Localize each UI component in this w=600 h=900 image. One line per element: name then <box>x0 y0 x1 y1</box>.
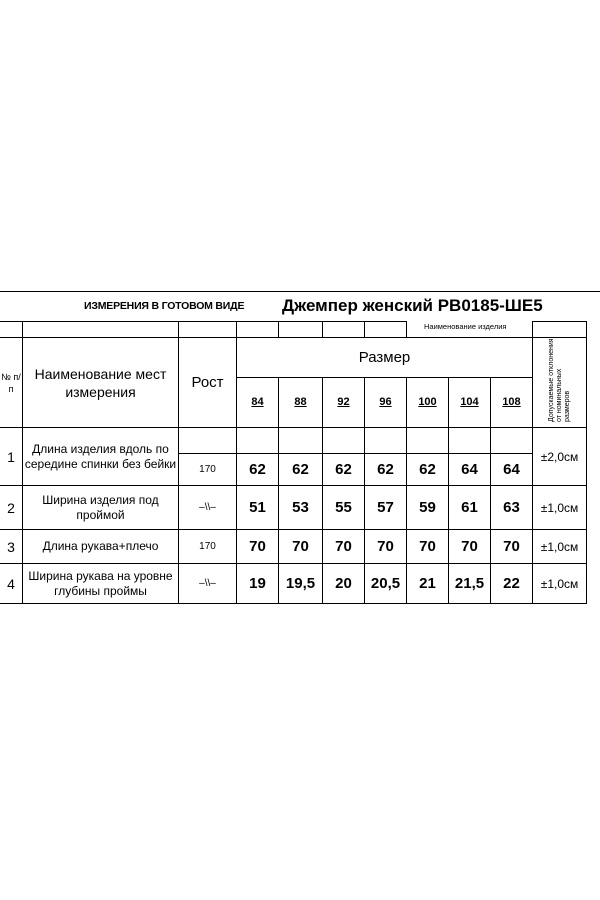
row-height: 170 <box>179 454 237 486</box>
size-88: 88 <box>279 377 323 427</box>
row-number: 3 <box>0 530 23 564</box>
size-84: 84 <box>237 377 279 427</box>
table-row <box>0 564 587 604</box>
header-tolerance <box>533 338 587 428</box>
row-value: 70 <box>279 530 323 564</box>
row-value: 62 <box>279 454 323 486</box>
row-value: 70 <box>407 530 449 564</box>
table-row <box>0 530 587 564</box>
caption-row <box>0 322 587 338</box>
row-value: 70 <box>449 530 491 564</box>
row-value: 57 <box>365 486 407 530</box>
row-value: 64 <box>449 454 491 486</box>
title-caption: Наименование изделия <box>424 322 507 331</box>
row-height: –\\– <box>179 564 237 604</box>
document-title: Джемпер женский РВ0185-ШЕ5 <box>282 296 543 315</box>
row-name: Длина изделия вдоль по середине спинки без бейки <box>23 428 179 486</box>
row-value: 59 <box>407 486 449 530</box>
row-name: Ширина изделия под проймой <box>23 486 179 530</box>
row-tolerance: ±1,0см <box>533 486 587 530</box>
measurement-table <box>0 321 587 604</box>
row-height: –\\– <box>179 486 237 530</box>
row-value: 61 <box>449 486 491 530</box>
row-value: 62 <box>237 454 279 486</box>
header-number: № п/п <box>0 338 23 428</box>
tolerance-label: Допускаемые отклонения от номинальных размеров <box>547 338 571 422</box>
row-value: 70 <box>365 530 407 564</box>
document-subtitle: ИЗМЕРЕНИЯ В ГОТОВОМ ВИДЕ <box>84 300 245 312</box>
header-name: Наименование мест измерения <box>23 338 179 428</box>
size-108: 108 <box>491 377 533 427</box>
row-value: 70 <box>323 530 365 564</box>
row-name: Ширина рукава на уровне глубины проймы <box>23 564 179 604</box>
size-96: 96 <box>365 377 407 427</box>
row-value: 55 <box>323 486 365 530</box>
row-tolerance: ±2,0см <box>533 428 587 486</box>
row-number: 4 <box>0 564 23 604</box>
row-value: 20,5 <box>365 564 407 604</box>
table-row <box>0 428 587 454</box>
row-tolerance: ±1,0см <box>533 564 587 604</box>
row-value: 22 <box>491 564 533 604</box>
row-value: 70 <box>237 530 279 564</box>
row-value: 19,5 <box>279 564 323 604</box>
table-row <box>0 486 587 530</box>
row-value: 51 <box>237 486 279 530</box>
size-100: 100 <box>407 377 449 427</box>
row-number: 2 <box>0 486 23 530</box>
header-height: Рост <box>179 338 237 428</box>
row-value: 21 <box>407 564 449 604</box>
row-tolerance: ±1,0см <box>533 530 587 564</box>
header-row-1 <box>0 338 587 378</box>
header-size: Размер <box>237 338 533 378</box>
row-value: 21,5 <box>449 564 491 604</box>
row-name: Длина рукава+плечо <box>23 530 179 564</box>
top-rule <box>0 291 600 292</box>
row-value: 62 <box>365 454 407 486</box>
row-value: 63 <box>491 486 533 530</box>
row-value: 62 <box>407 454 449 486</box>
row-value: 53 <box>279 486 323 530</box>
row-number: 1 <box>0 428 23 486</box>
row-value: 70 <box>491 530 533 564</box>
row-value: 64 <box>491 454 533 486</box>
size-92: 92 <box>323 377 365 427</box>
row-height: 170 <box>179 530 237 564</box>
row-value: 62 <box>323 454 365 486</box>
row-value: 19 <box>237 564 279 604</box>
size-104: 104 <box>449 377 491 427</box>
row-value: 20 <box>323 564 365 604</box>
